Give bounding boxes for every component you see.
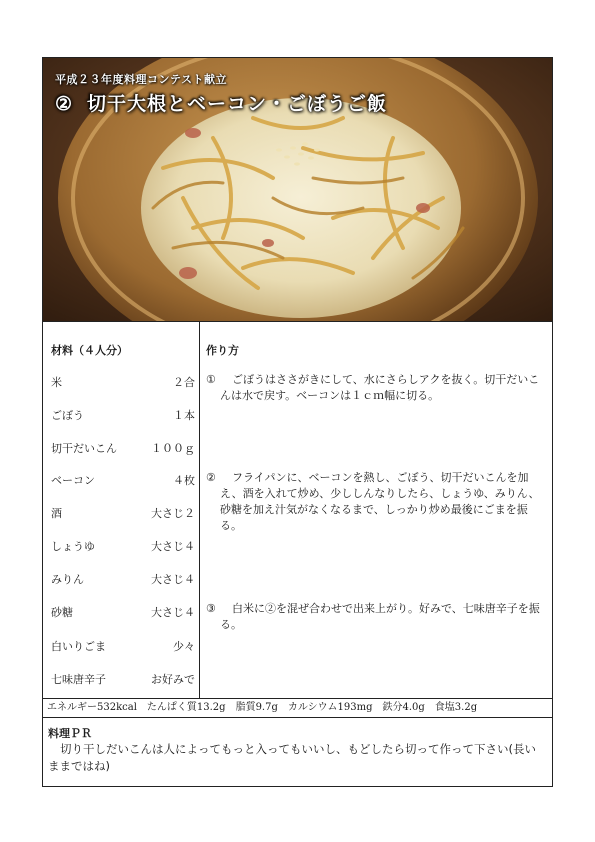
ingredient-name: みりん [51,573,84,586]
step-number: ③ [206,602,216,615]
ingredient-qty: 大さじ４ [151,540,195,553]
ingredient-qty: １本 [173,409,195,422]
recipe-number: ② [55,93,74,115]
ingredient-row [51,505,195,519]
ingredient-qty: 大さじ４ [151,573,195,586]
ingredient-qty: ４枚 [173,474,195,487]
step-text: 白米に②を混ぜ合わせで出来上がり。好みで、七味唐辛子を振る。 [220,602,540,631]
ingredient-row [51,374,195,388]
ingredient-qty: 大さじ４ [151,606,195,619]
ingredients-heading: 材料（４人分） [51,344,128,357]
ingredient-name: ごぼう [51,409,84,422]
method-step [206,601,546,633]
nutrition-info: エネルギー532kcal たんぱく質13.2g 脂質9.7g カルシウム193mg 鉄分4.0g 食塩3.2g [42,698,553,718]
ingredient-name: 砂糖 [51,606,73,619]
step-number: ① [206,373,216,386]
ingredient-row [51,604,195,618]
ingredient-qty: 少々 [173,640,195,653]
recipe-table [42,322,553,699]
ingredient-row [51,407,195,421]
step-text: フライパンに、ベーコンを熱し、ごぼう、切干だいこんを加え、酒を入れて炒め、少ししんなりしたら、しょうゆ、みりん、砂糖を加え汁気がなくなるまで、しっかり炒め最後にごまを振る。 [220,471,540,532]
step-number: ② [206,471,216,484]
method-step [206,470,546,534]
ingredient-qty: 大さじ２ [151,507,195,520]
step-text: ごぼうはささがきにして、水にさらしアクを抜く。切干だいこんは水で戻す。ベーコンは１ｃｍ幅に切る。 [220,373,540,402]
ingredient-name: 七味唐辛子 [51,673,106,686]
ingredient-row [51,538,195,552]
ingredient-name: 米 [51,376,62,389]
ingredient-row [51,571,195,585]
ingredient-name: しょうゆ [51,540,95,553]
pr-heading: 料理ＰＲ [48,727,92,740]
ingredient-name: 白いりごま [51,640,106,653]
method-step [206,372,546,404]
ingredient-qty: お好みで [151,673,195,686]
ingredient-row [51,440,195,454]
recipe-photo [42,57,553,322]
ingredient-qty: １００ｇ [151,442,195,455]
method-heading: 作り方 [206,344,239,357]
recipe-title: 切干大根とベーコン・ごぼうご飯 [87,93,388,115]
ingredient-name: 酒 [51,507,62,520]
ingredients-column [43,322,200,698]
ingredient-row [51,638,195,652]
ingredient-row [51,472,195,486]
ingredient-qty: ２合 [173,376,195,389]
page-title [55,89,387,116]
pr-box [42,717,553,787]
contest-subtitle: 平成２３年度料理コンテスト献立 [55,73,228,86]
ingredient-name: ベーコン [51,474,95,487]
method-column [200,322,552,698]
pr-text: 切り干しだいこんは人によってもっと入ってもいいし、もどしたら切って作って下さい(長いままではね) [48,742,536,773]
ingredient-name: 切干だいこん [51,442,117,455]
ingredient-row [51,671,195,685]
